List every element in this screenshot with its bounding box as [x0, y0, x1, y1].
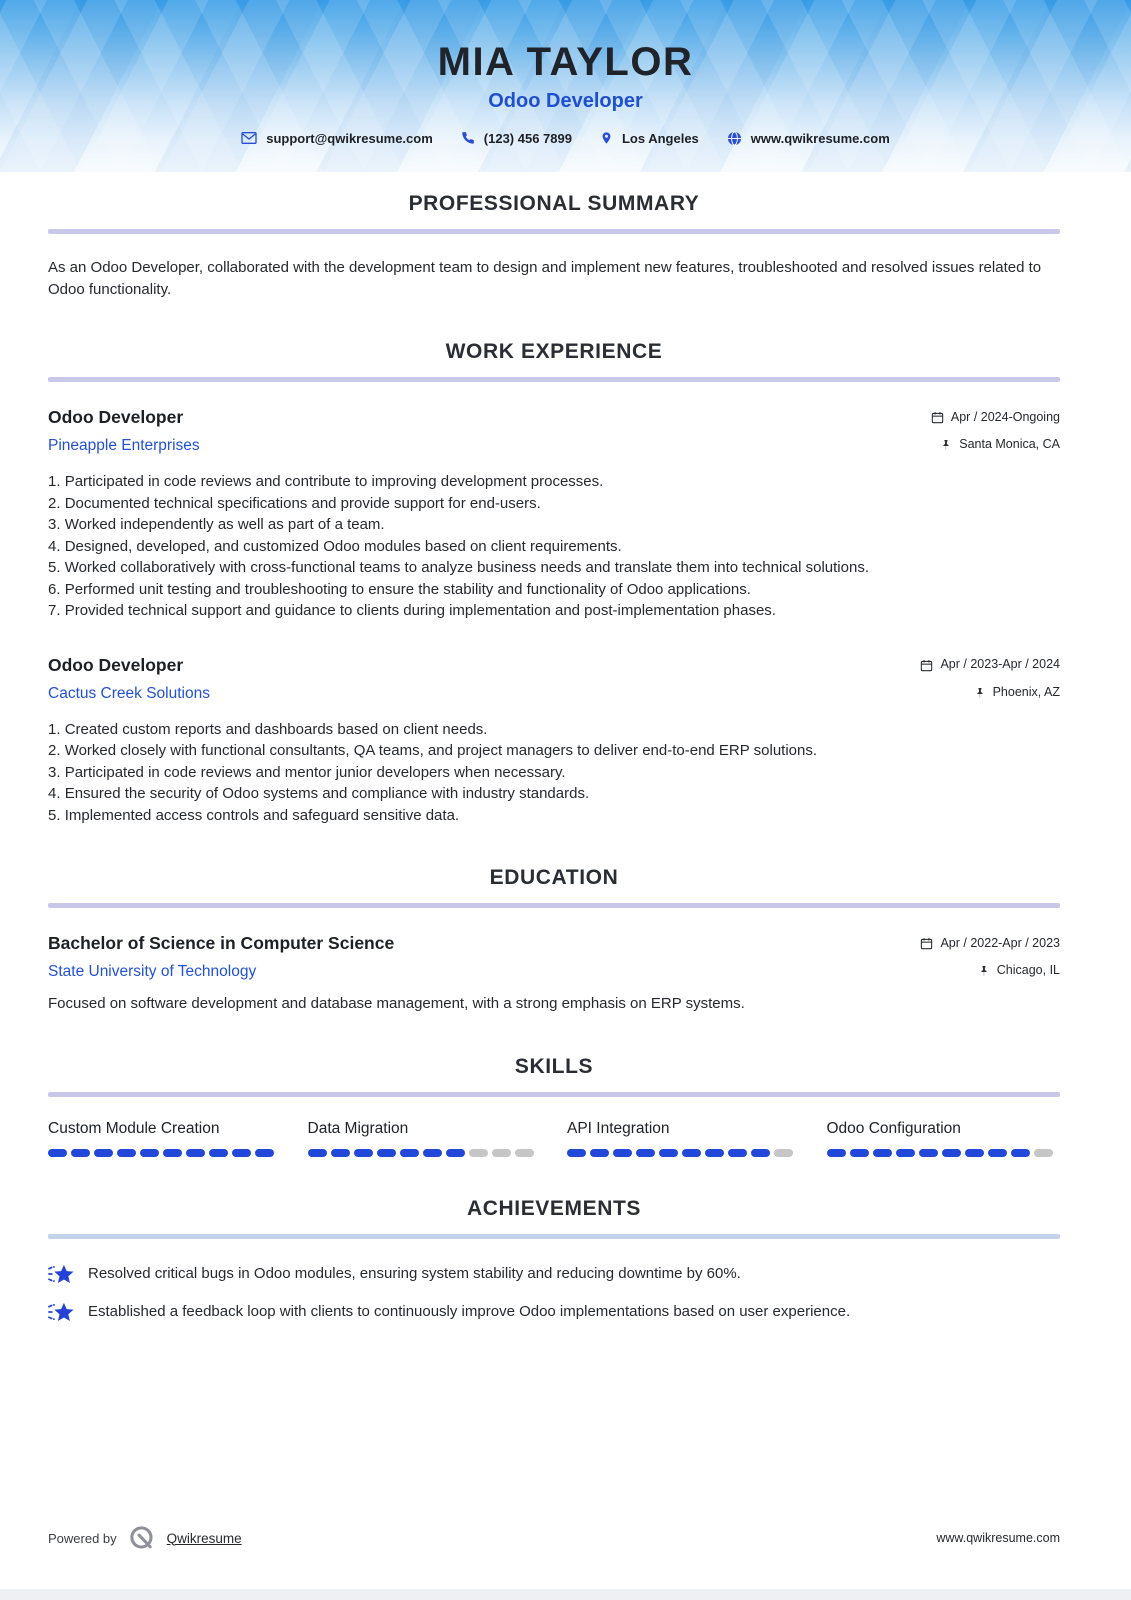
- pushpin-icon: [978, 965, 990, 977]
- section-heading-skills: SKILLS: [514, 1054, 594, 1078]
- skill-segment-empty: [469, 1149, 488, 1157]
- job-bullet: Ensured the security of Odoo systems and compliance with industry standards.: [64, 785, 590, 802]
- skill-item: [48, 1120, 282, 1157]
- job-dates: [931, 410, 1060, 424]
- skill-segment-filled: [209, 1149, 228, 1157]
- skill-segment-filled: [728, 1149, 747, 1157]
- job-entry: [48, 407, 1060, 622]
- skill-name: Data Migration: [307, 1119, 409, 1137]
- job-bullet-list: [48, 719, 1060, 827]
- skill-name: Custom Module Creation: [48, 1119, 220, 1137]
- shooting-star-icon: [48, 1300, 75, 1324]
- skills-grid: [48, 1120, 1060, 1157]
- globe-icon: [727, 131, 742, 146]
- skill-segment-filled: [567, 1149, 586, 1157]
- achievement-text: Resolved critical bugs in Odoo modules, ensuring system stability and reducing downtime by 60%.: [88, 1264, 741, 1282]
- phone-icon: [461, 131, 475, 145]
- qwikresume-brand-link[interactable]: Qwikresume: [166, 1530, 242, 1546]
- skill-segment-filled: [682, 1149, 701, 1157]
- education-description: Focused on software development and database management, with a strong emphasis on ERP systems.: [48, 995, 745, 1012]
- job-entry: [48, 655, 1060, 827]
- job-bullet: Performed unit testing and troubleshooting to ensure the stability and functionality of Odoo applications.: [64, 580, 751, 598]
- skill-segment-filled: [354, 1149, 373, 1157]
- skill-segment-filled: [331, 1149, 350, 1157]
- school-link[interactable]: State University of Technology: [48, 963, 257, 980]
- job-dates-text: Apr / 2023-Apr / 2024: [940, 657, 1060, 671]
- achievement-item: [48, 1262, 1060, 1286]
- resume-body: [0, 192, 1131, 1324]
- section-divider: [48, 377, 1060, 382]
- section-heading-education: EDUCATION: [489, 866, 619, 889]
- skill-segment-empty: [774, 1149, 793, 1157]
- skill-segment-filled: [140, 1149, 159, 1157]
- skill-segment-filled: [636, 1149, 655, 1157]
- footer-website: www.qwikresume.com: [936, 1531, 1060, 1545]
- job-title: Odoo Developer: [48, 407, 184, 427]
- section-heading-achievements: ACHIEVEMENTS: [466, 1196, 642, 1220]
- skill-level-bar: [308, 1149, 542, 1157]
- skill-segment-filled: [705, 1149, 724, 1157]
- skill-segment-filled: [942, 1149, 961, 1157]
- skill-segment-filled: [71, 1149, 90, 1157]
- contact-phone[interactable]: [461, 131, 572, 146]
- skill-segment-filled: [255, 1149, 274, 1157]
- job-location: [974, 685, 1060, 699]
- section-divider: [48, 229, 1060, 234]
- section-education: [48, 866, 1060, 1015]
- job-bullet: Worked independently as well as part of a team.: [64, 516, 385, 533]
- section-divider: [48, 1092, 1060, 1097]
- contact-phone-text: (123) 456 7899: [483, 130, 572, 146]
- skill-segment-filled: [446, 1149, 465, 1157]
- calendar-icon: [920, 659, 933, 672]
- achievement-list: [48, 1262, 1060, 1324]
- job-bullet-list: [48, 471, 1060, 622]
- skill-segment-filled: [919, 1149, 938, 1157]
- skill-segment-filled: [1011, 1149, 1030, 1157]
- skill-segment-filled: [377, 1149, 396, 1157]
- education-dates-text: Apr / 2022-Apr / 2023: [940, 935, 1060, 950]
- skill-segment-filled: [163, 1149, 182, 1157]
- skill-segment-empty: [492, 1149, 511, 1157]
- job-location-text: Phoenix, AZ: [992, 684, 1060, 699]
- skill-segment-filled: [48, 1149, 67, 1157]
- contact-website[interactable]: [727, 131, 890, 146]
- achievement-item: [48, 1300, 1060, 1324]
- skill-segment-filled: [751, 1149, 770, 1157]
- job-bullet: Provided technical support and guidance to clients during implementation and post-implementation phases.: [64, 602, 776, 619]
- skill-segment-empty: [515, 1149, 534, 1157]
- name-heading: MIA TAYLOR: [437, 40, 694, 84]
- section-skills: [48, 1055, 1060, 1157]
- skill-segment-empty: [1034, 1149, 1053, 1157]
- contact-location-text: Los Angeles: [621, 130, 699, 146]
- email-icon: [241, 131, 257, 145]
- skill-level-bar: [567, 1149, 801, 1157]
- job-bullet: Participated in code reviews and contribute to improving development processes.: [64, 473, 604, 490]
- contact-email-text: support@qwikresume.com: [266, 130, 433, 146]
- skill-segment-filled: [423, 1149, 442, 1157]
- skill-segment-filled: [659, 1149, 678, 1157]
- powered-by: [48, 1524, 242, 1552]
- education-entry: [48, 933, 1060, 1015]
- section-divider: [48, 1234, 1060, 1239]
- section-summary: [48, 192, 1060, 300]
- job-title: Odoo Developer: [48, 654, 184, 675]
- job-dates-text: Apr / 2024-Ongoing: [950, 409, 1060, 424]
- powered-by-label: Powered by: [48, 1530, 117, 1546]
- contact-email[interactable]: [241, 131, 433, 146]
- job-dates: [920, 657, 1060, 671]
- skill-segment-filled: [988, 1149, 1007, 1157]
- page-bottom-strip: [0, 1589, 1131, 1600]
- skill-segment-filled: [590, 1149, 609, 1157]
- pushpin-icon: [940, 439, 952, 451]
- skill-item: [308, 1120, 542, 1157]
- job-bullet: Implemented access controls and safeguard sensitive data.: [64, 806, 460, 824]
- section-achievements: [48, 1197, 1060, 1324]
- role-subtitle: Odoo Developer: [488, 90, 643, 112]
- contact-website-text: www.qwikresume.com: [750, 130, 890, 146]
- skill-name: Odoo Configuration: [826, 1119, 961, 1137]
- skill-level-bar: [48, 1149, 282, 1157]
- page-footer: [48, 1524, 1060, 1552]
- education-location-text: Chicago, IL: [996, 963, 1060, 977]
- education-dates: [920, 936, 1060, 950]
- skill-segment-filled: [850, 1149, 869, 1157]
- qwikresume-logo-icon: [128, 1524, 156, 1552]
- job-bullet: Participated in code reviews and mentor junior developers when necessary.: [64, 763, 566, 781]
- skill-level-bar: [827, 1149, 1061, 1157]
- skill-segment-filled: [308, 1149, 327, 1157]
- header-banner: [0, 0, 1131, 172]
- job-location: [940, 437, 1060, 451]
- shooting-star-icon: [48, 1262, 75, 1286]
- company-link[interactable]: Cactus Creek Solutions: [48, 684, 210, 702]
- company-link[interactable]: Pineapple Enterprises: [48, 437, 200, 454]
- education-location: [978, 963, 1060, 977]
- achievement-text: Established a feedback loop with clients to continuously improve Odoo implementations based on user experience.: [88, 1302, 851, 1320]
- skill-item: [827, 1120, 1061, 1157]
- section-divider: [48, 903, 1060, 908]
- job-bullet: Worked collaboratively with cross-functional teams to analyze business needs and translate them into technical solutions.: [64, 559, 869, 576]
- skill-segment-filled: [896, 1149, 915, 1157]
- section-work-experience: [48, 340, 1060, 826]
- skill-segment-filled: [117, 1149, 136, 1157]
- job-bullet: Worked closely with functional consultants, QA teams, and project managers to deliver end-to-end ERP solutions.: [64, 742, 818, 759]
- skill-segment-filled: [827, 1149, 846, 1157]
- summary-text: As an Odoo Developer, collaborated with the development team to design and implement new features, troubleshooted and resolved issues related to Odoo functionality.: [48, 259, 1042, 298]
- calendar-icon: [920, 937, 933, 950]
- job-bullet: Created custom reports and dashboards based on client needs.: [64, 720, 488, 738]
- degree-title: Bachelor of Science in Computer Science: [48, 933, 395, 953]
- skill-segment-filled: [94, 1149, 113, 1157]
- skill-segment-filled: [232, 1149, 251, 1157]
- skill-segment-filled: [873, 1149, 892, 1157]
- job-bullet: Designed, developed, and customized Odoo modules based on client requirements.: [64, 537, 622, 555]
- contact-location[interactable]: [600, 130, 699, 146]
- section-heading-work: WORK EXPERIENCE: [445, 340, 663, 363]
- skill-segment-filled: [186, 1149, 205, 1157]
- pushpin-icon: [974, 687, 986, 699]
- contact-row: [0, 130, 1131, 146]
- skill-name: API Integration: [567, 1119, 670, 1137]
- location-pin-icon: [600, 130, 613, 146]
- job-location-text: Santa Monica, CA: [959, 437, 1060, 451]
- skill-segment-filled: [613, 1149, 632, 1157]
- skill-segment-filled: [400, 1149, 419, 1157]
- skill-segment-filled: [965, 1149, 984, 1157]
- skill-item: [567, 1120, 801, 1157]
- section-heading-summary: PROFESSIONAL SUMMARY: [408, 192, 700, 215]
- job-bullet: Documented technical specifications and provide support for end-users.: [64, 494, 541, 512]
- calendar-icon: [931, 411, 944, 424]
